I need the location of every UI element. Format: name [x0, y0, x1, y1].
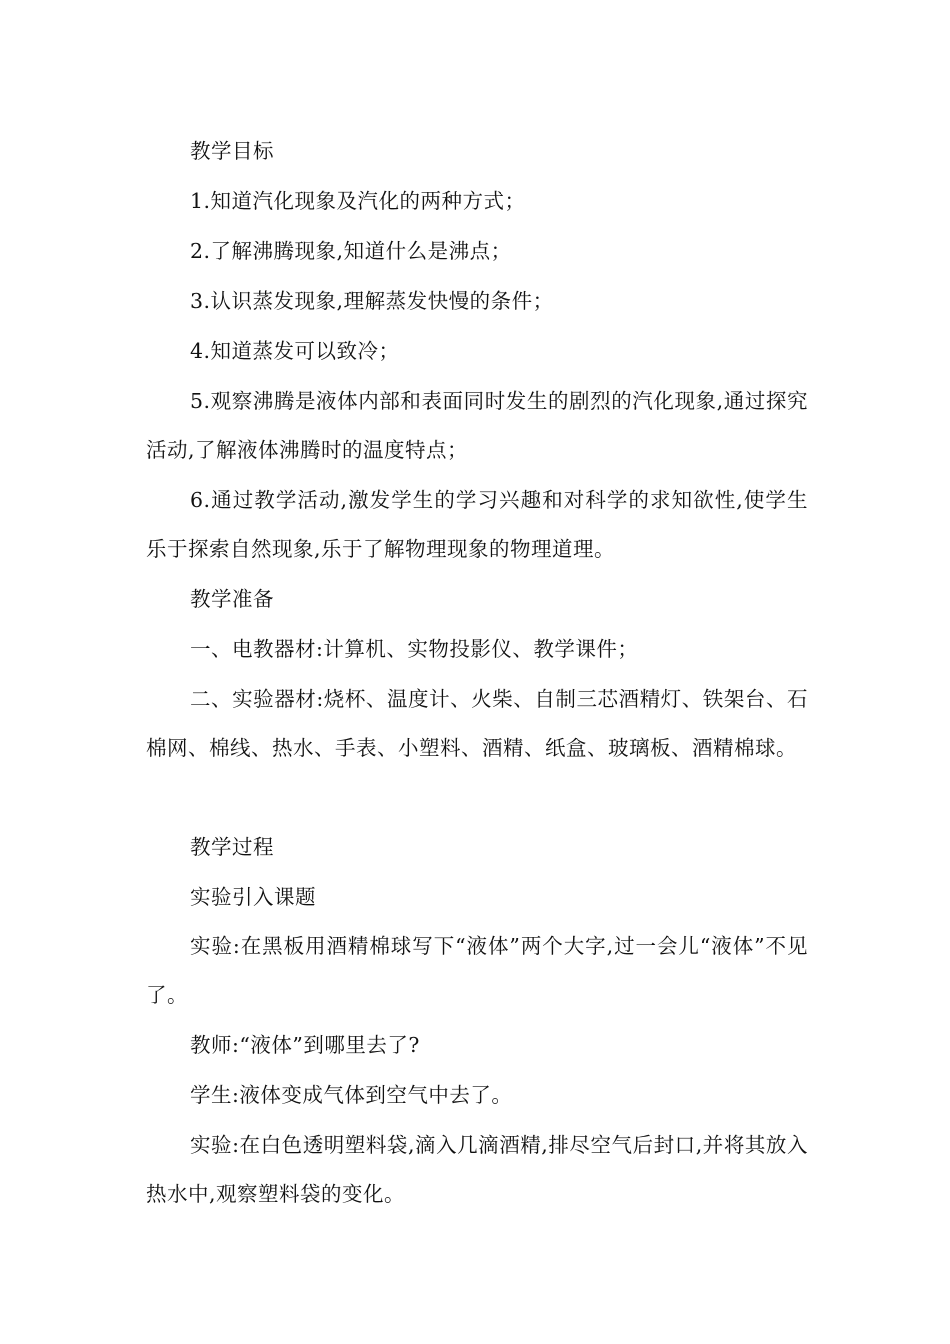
paragraph-teacher-question: 教师:“液体”到哪里去了?	[190, 1033, 420, 1057]
paragraph-experiment-1: 实验:在黑板用酒精棉球写下“液体”两个大字,过一会儿“液体”不见了。	[146, 934, 808, 1007]
goal-item-5: 5.观察沸腾是液体内部和表面同时发生的剧烈的汽化现象,通过探究活动,了解液体沸腾时的温度特点；	[146, 389, 808, 462]
preparation-item-1: 一、电教器材:计算机、实物投影仪、教学课件；	[190, 637, 639, 661]
paragraph-student-answer: 学生:液体变成气体到空气中去了。	[190, 1083, 513, 1107]
heading-teaching-process: 教学过程	[190, 835, 274, 859]
goal-item-3: 3.认识蒸发现象,理解蒸发快慢的条件；	[190, 289, 554, 313]
goal-item-1: 1.知道汽化现象及汽化的两种方式；	[190, 189, 526, 213]
goal-item-4: 4.知道蒸发可以致冷；	[190, 339, 400, 363]
paragraph-experiment-2: 实验:在白色透明塑料袋,滴入几滴酒精,排尽空气后封口,并将其放入热水中,观察塑料袋的变化。	[146, 1133, 808, 1206]
subheading-experiment-intro: 实验引入课题	[190, 885, 316, 909]
preparation-item-2: 二、实验器材:烧杯、温度计、火柴、自制三芯酒精灯、铁架台、石棉网、棉线、热水、手表、小塑料、酒精、纸盒、玻璃板、酒精棉球。	[146, 687, 808, 760]
goal-item-2: 2.了解沸腾现象,知道什么是沸点；	[190, 239, 512, 263]
heading-teaching-goals: 教学目标	[190, 139, 274, 163]
heading-teaching-preparation: 教学准备	[190, 587, 274, 611]
goal-item-6: 6.通过教学活动,激发学生的学习兴趣和对科学的求知欲性,使学生乐于探索自然现象,乐于了解物理现象的物理道理。	[146, 488, 808, 561]
